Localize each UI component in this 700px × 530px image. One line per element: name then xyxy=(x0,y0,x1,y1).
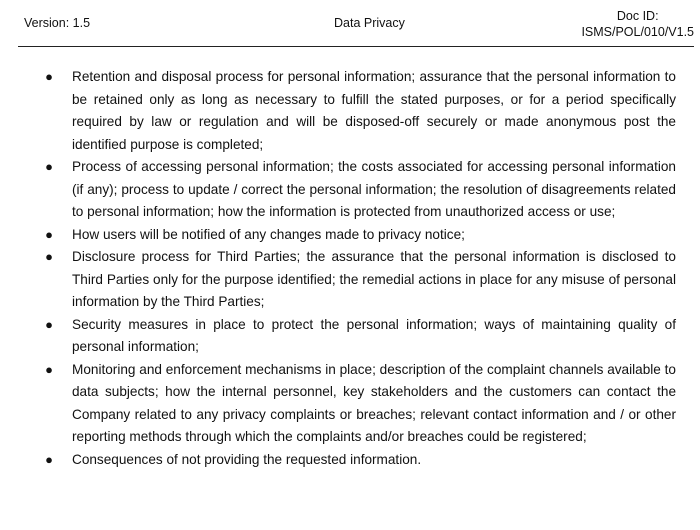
doc-id xyxy=(581,8,694,40)
list-item-text: Security measures in place to protect the personal information; ways of maintaining quality of personal information; xyxy=(72,316,676,354)
bullet-list xyxy=(44,66,676,471)
list-item-text: Monitoring and enforcement mechanisms in place; description of the complaint channels available to data subjects; how the internal personnel, key stakeholders and the customers can contact the Company related to any privacy complaints or breaches; relevant contact information and / or other reporting methods through which the complaints and/or breaches could be registered; xyxy=(72,361,676,444)
bullet-icon: ● xyxy=(45,316,53,332)
list-item xyxy=(44,359,676,449)
bullet-icon: ● xyxy=(45,69,53,84)
doc-id-label: Doc ID: xyxy=(616,9,659,23)
document-title: Data Privacy xyxy=(334,16,405,30)
list-item-text: Process of accessing personal information; the costs associated for accessing personal information (if any); process to update / correct the personal information; the resolution of disagreements related to personal information; how the information is protected from unauthorized access or use; xyxy=(72,159,676,219)
list-item-text: Consequences of not providing the requested information. xyxy=(72,451,422,467)
list-item xyxy=(44,314,676,359)
doc-id-value: ISMS/POL/010/V1.5 xyxy=(581,25,694,39)
bullet-icon: ● xyxy=(45,249,53,264)
list-item xyxy=(44,156,676,224)
list-item-text: Retention and disposal process for personal information; assurance that the personal information to be retained only as long as necessary to fulfill the stated purposes, or for a period specifically required by law or regulation and will be disposed-off securely or made anonymous post the identified purpose is completed; xyxy=(72,69,676,152)
list-item-text: Disclosure process for Third Parties; the assurance that the personal information is disclosed to Third Parties only for the purpose identified; the remedial actions in place for any misuse of personal information by the Third Parties; xyxy=(72,249,676,309)
list-item xyxy=(44,66,676,156)
bullet-icon: ● xyxy=(45,159,53,174)
page-header xyxy=(18,0,694,47)
list-item xyxy=(44,449,676,472)
bullet-icon: ● xyxy=(45,226,53,242)
list-item-text: How users will be notified of any changes made to privacy notice; xyxy=(72,226,465,242)
version-label: Version: 1.5 xyxy=(24,16,91,30)
bullet-icon: ● xyxy=(45,361,53,377)
list-item xyxy=(44,246,676,314)
list-item xyxy=(44,224,676,247)
bullet-icon: ● xyxy=(45,451,53,467)
